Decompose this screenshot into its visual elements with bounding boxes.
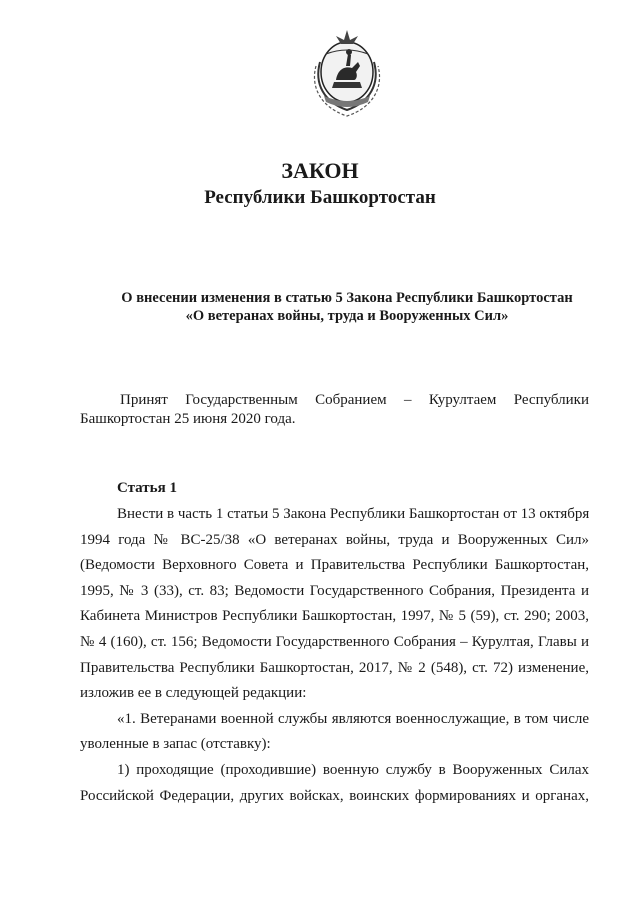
text-line: Российской Федерации, других войсках, воинских формированиях и органах, (80, 787, 589, 804)
article-title: Статья 1 (117, 480, 177, 496)
text-line: (Ведомости Верховного Совета и Правительства Республики Башкортостан, (80, 557, 589, 574)
text-line: Кабинета Министров Республики Башкортостан, 1997, № 5 (59), ст. 290; 2003, (80, 608, 589, 625)
text-line: изложив ее в следующей редакции: (80, 685, 307, 702)
law-name (82, 289, 612, 325)
text-line: 1995, № 3 (33), ст. 83; Ведомости Государственного Собрания, Президента и (80, 582, 589, 599)
document-title: ЗАКОН (281, 158, 359, 183)
text-line: уволенные в запас (отставку): (80, 736, 271, 753)
law-name-line: «О ветеранах войны, труда и Вооруженных Сил» (185, 308, 509, 324)
text-line: 1994 года № ВС-25/38 «О ветеранах войны, труда и Вооруженных Сил» (80, 531, 589, 548)
adoption-note (80, 391, 589, 429)
law-name-line: О внесении изменения в статью 5 Закона Республики Башкортостан (121, 290, 573, 306)
emblem-icon (306, 22, 388, 120)
text-line: Внести в часть 1 статьи 5 Закона Республики Башкортостан от 13 октября (117, 506, 589, 522)
text-line: 1) проходящие (проходившие) военную службу в Вооруженных Силах (117, 761, 589, 778)
text-line: «1. Ветеранами военной службы являются военнослужащие, в том числе (117, 710, 589, 727)
document-subtitle: Республики Башкортостан (204, 187, 436, 208)
text-line: № 4 (160), ст. 156; Ведомости Государственного Собрания – Курултая, Главы и (80, 633, 589, 650)
adoption-line: Башкортостан 25 июня 2020 года. (80, 411, 296, 427)
adoption-line: Принят Государственным Собранием – Курултаем Республики (120, 392, 589, 408)
article-body (80, 502, 589, 809)
text-line: Правительства Республики Башкортостан, 2017, № 2 (548), ст. 72) изменение, (80, 659, 589, 676)
